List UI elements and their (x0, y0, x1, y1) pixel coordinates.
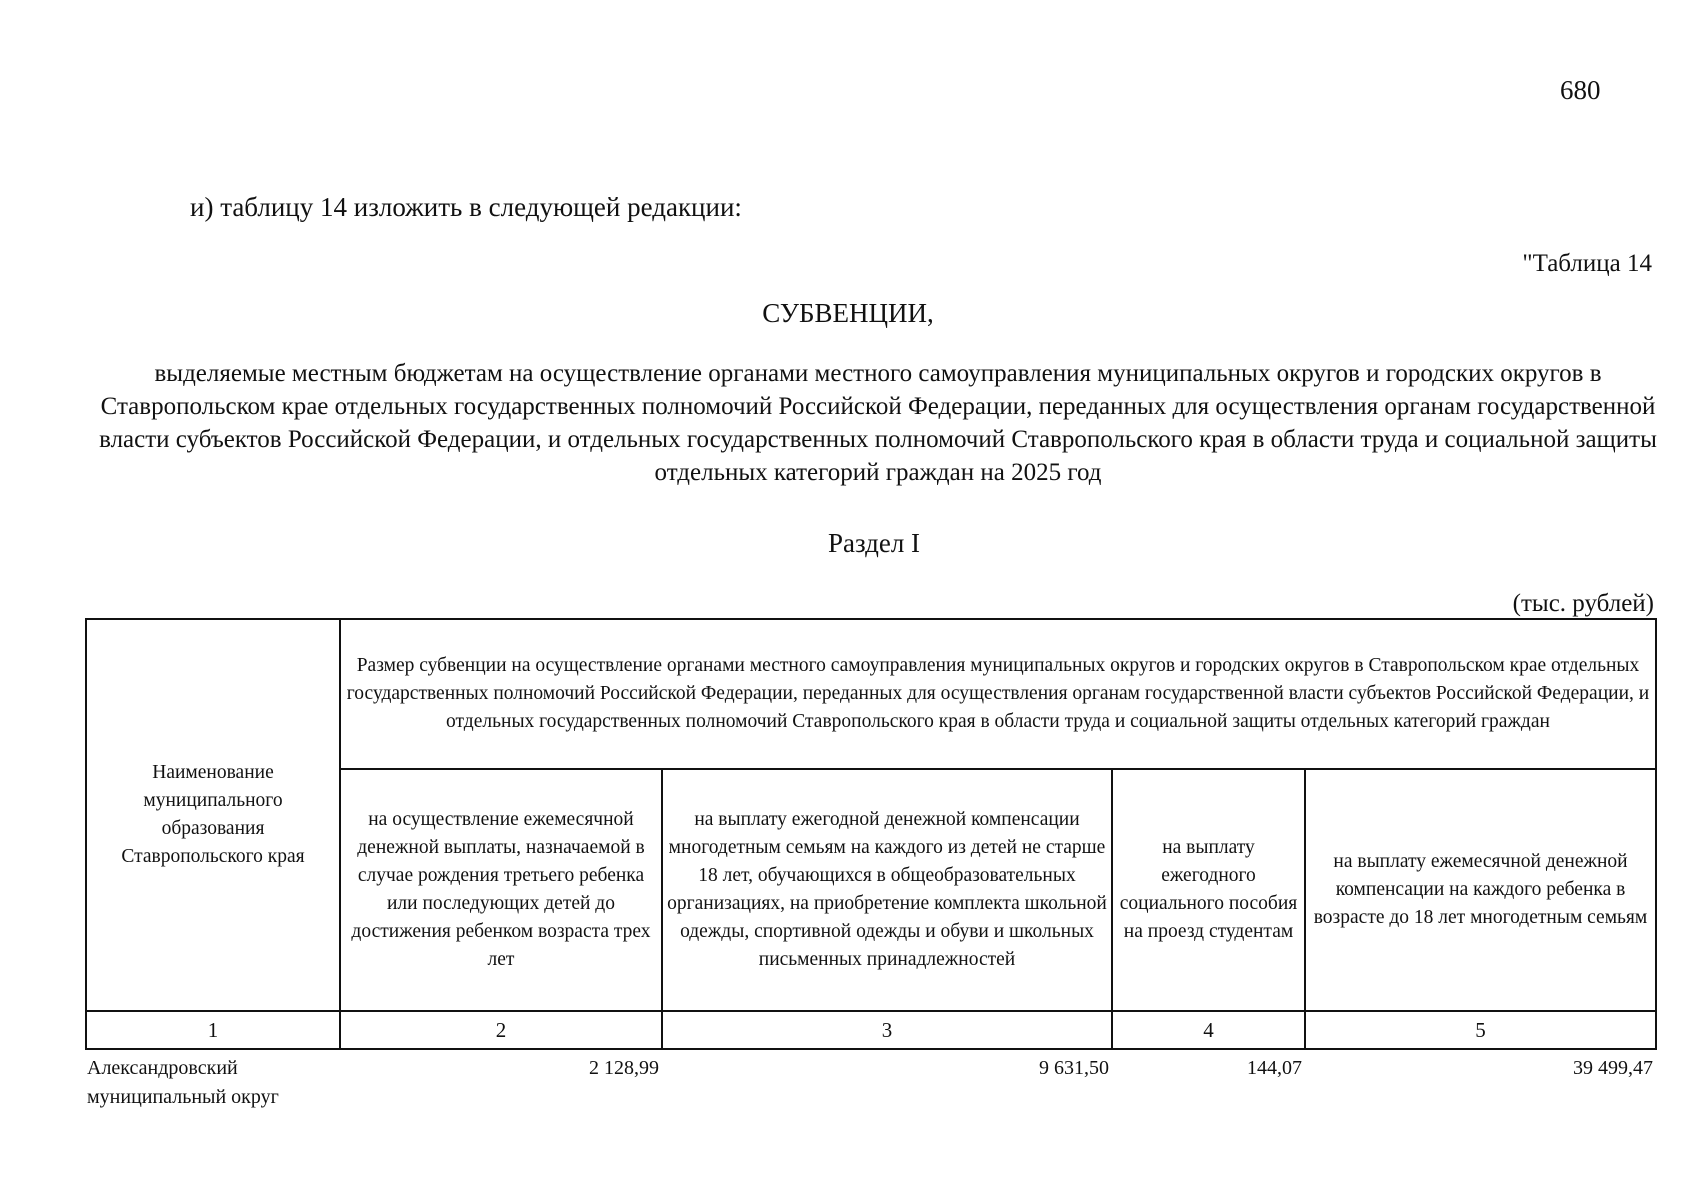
column-number: 2 (340, 1011, 662, 1049)
table-label: "Таблица 14 (1522, 250, 1652, 277)
header-municipality-name: Наименование муниципального образования Ставропольского края (86, 619, 340, 1011)
document-subtitle: выделяемые местным бюджетам на осуществление органами местного самоуправления муниципальных округов и городских округов в Ставропольском крае отдельных государственных полномочий Российской Федерации, переданных для осуществления органам государственной власти субъектов Российской Федерации, и отдельных государственных полномочий Ставропольского края в области труда и социальной защиты отдельных категорий граждан на 2025 год (99, 360, 1657, 486)
subsidy-table-body (85, 1054, 1655, 1112)
units-note: (тыс. рублей) (1512, 590, 1654, 617)
value-col-5: 39 499,47 (1573, 1057, 1653, 1079)
value-col-2: 2 128,99 (589, 1057, 659, 1079)
column-number: 1 (86, 1011, 340, 1049)
document-title: СУБВЕНЦИИ, (762, 298, 934, 328)
column-number: 4 (1112, 1011, 1305, 1049)
header-col-5: на выплату ежемесячной денежной компенсации на каждого ребенка в возрасте до 18 лет многодетным семьям (1305, 769, 1656, 1011)
header-col-3: на выплату ежегодной денежной компенсации многодетным семьям на каждого из детей не старше 18 лет, обучающихся в общеобразовательных организациях, на приобретение комплекта школьной одежды, спортивной одежды и обуви и школьных письменных принадлежностей (662, 769, 1112, 1011)
table-row (85, 1054, 1655, 1112)
amendment-intro: и) таблицу 14 изложить в следующей редакции: (190, 192, 742, 222)
column-number: 3 (662, 1011, 1112, 1049)
header-subsidy-group: Размер субвенции на осуществление органами местного самоуправления муниципальных округов и городских округов в Ставропольском крае отдельных государственных полномочий Российской Федерации, переданных для осуществления органам государственной власти субъектов Российской Федерации, и отдельных государственных полномочий Ставропольского края в области труда и социальной защиты отдельных категорий граждан (340, 619, 1656, 769)
column-number: 5 (1305, 1011, 1656, 1049)
column-numbers-row (86, 1011, 1656, 1049)
header-col-4: на выплату ежегодного социального пособия на проезд студентам (1112, 769, 1305, 1011)
municipality-name (85, 1054, 339, 1112)
value-col-4: 144,07 (1247, 1057, 1302, 1079)
subsidy-table-header (85, 618, 1657, 1050)
page-number: 680 (1560, 75, 1601, 105)
municipality-name-line: Александровский (87, 1057, 238, 1079)
municipality-name-line: муниципальный округ (87, 1086, 279, 1108)
section-heading: Раздел I (827, 528, 921, 558)
value-col-3: 9 631,50 (1039, 1057, 1109, 1079)
header-col-2: на осуществление ежемесячной денежной выплаты, назначаемой в случае рождения третьего ребенка или последующих детей до достижения ребенком возраста трех лет (340, 769, 662, 1011)
